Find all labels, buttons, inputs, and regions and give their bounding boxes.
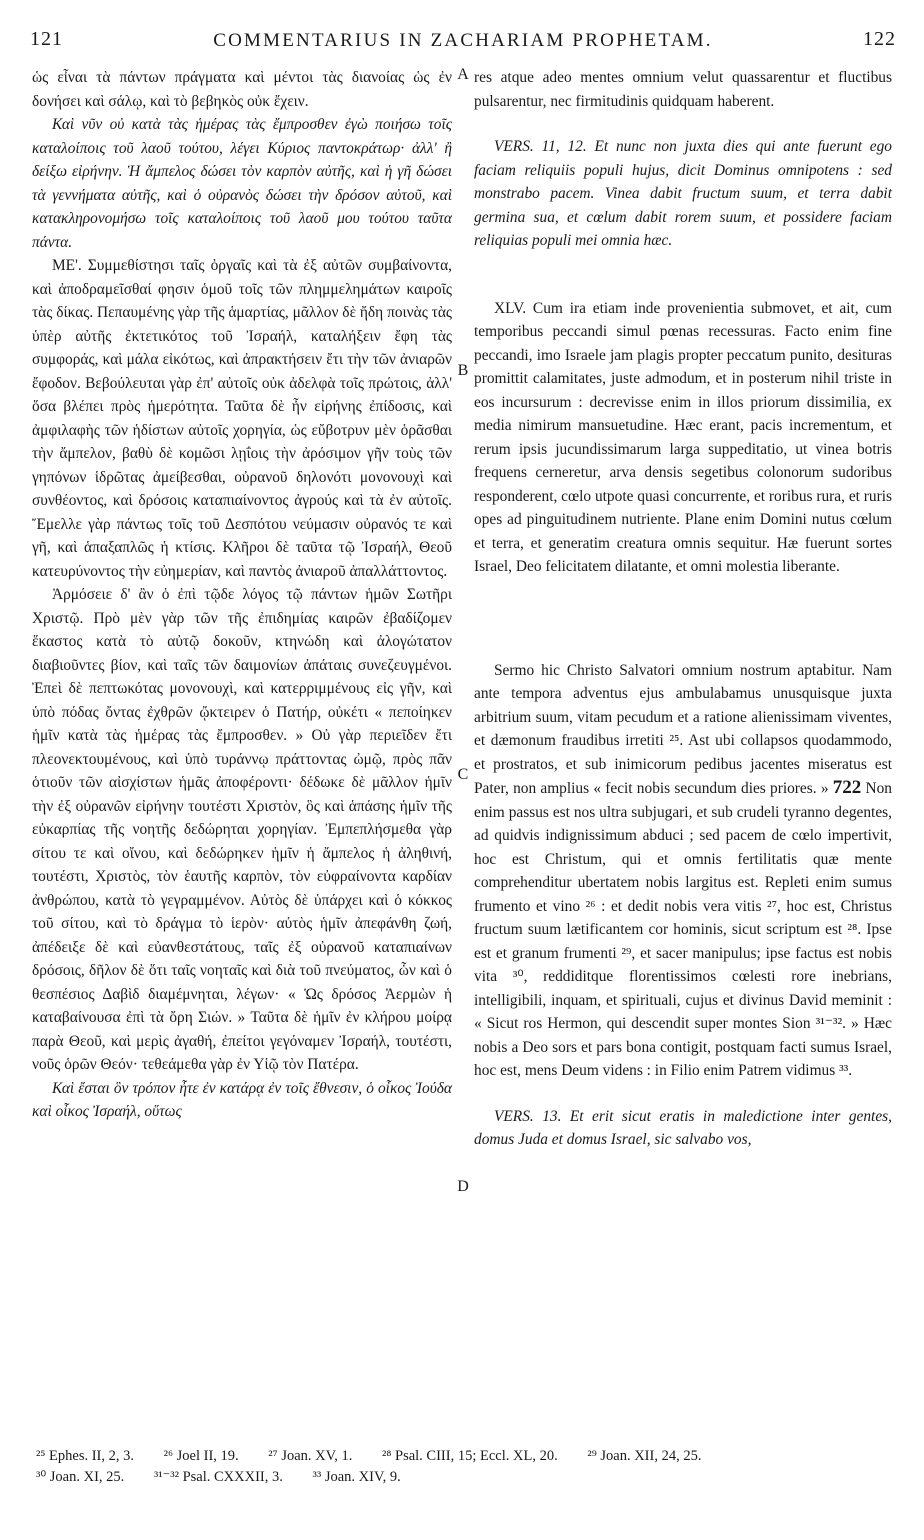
latin-verse-13: VERS. 13. Et erit sicut eratis in maledictione inter gentes, domus Juda et domus Israel, sic salvabo vos,	[474, 1107, 892, 1148]
running-title: COMMENTARIUS IN ZACHARIAM PROPHETAM.	[213, 30, 713, 51]
footnote-27: ²⁷ Joan. XV, 1.	[268, 1448, 353, 1464]
running-header	[30, 28, 896, 58]
margin-marker-c: C	[457, 766, 469, 783]
latin-paragraph-1: res atque adeo mentes omnium velut quassarentur et fluctibus pulsarentur, nec firmitudinis quidquam haberent.	[474, 69, 892, 110]
greek-paragraph-4: Ἁρμόσειε δ' ἂν ὁ ἐπὶ τῷδε λόγος τῷ πάντων ἡμῶν Σωτῆρι Χριστῷ. Πρὸ μὲν γὰρ τῶν τῆς ἐπιδημίας καιρῶν ἐβαδίζομεν ἕκαστος κατὰ τὸ αὐτῷ δοκοῦν, κτηνώδη καὶ ἀλογώτατον διαβιοῦντες βίον, καὶ ταῖς τῶν δαιμονίων ἀπάταις συνεζευγμένοι. Ἐπεὶ δὲ πεπτωκότας μονονουχὶ, καὶ κατερριμμένους εἰς γῆν, καὶ ὑπὸ πόδας ὄντας ἐχθρῶν ᾤκτειρεν ὁ Πατήρ, οὐκέτι « πεποίηκεν ἡμῖν κατὰ τὰς ἡμέρας τὰς ἔμπροσθεν. » Οὐ γὰρ περιεῖδεν ἔτι πλεονεκτουμένους, καὶ ὑπὸ τυράννῳ πράττοντας ὠμῷ, πρὸς πᾶν ὁτιοῦν τῶν αἰσχίστων ἡμᾶς ἀποφέροντι· δέδωκε δὲ μᾶλλον ἡμῖν τὴν ἐξ οὐρανῶν εἰρήνην τουτέστι Χριστὸν, ὃς καὶ ἁπάσης ἡμῖν τῆς εὐκαρπίας τῆς νοητῆς δεδώρηται χορηγίαν. Ἐμπεπλήσμεθα γὰρ σίτου τε καὶ οἴνου, καὶ δεδώρηκεν ἡμῖν ἡ ἄμπελος ἡ ἀληθινή, τουτέστι, Χριστὸς, τὸν ἑαυτῆς καρπὸν, τὸν εὐφραίνοντα καρδίαν ἀνθρώπου, κατὰ τὸ γεγραμμένον. Αὐτὸς δὲ ὑπάρχει καὶ ὁ κόκκος τοῦ σίτου, καὶ τὸ δράγμα τὸ ἱερὸν· αὐτὸς ἡμῖν ἀπεφάνθη ζωή, ἀπέδειξε δὲ καὶ εὐανθεστάτους, ταῖς ἐξ οὐρανοῦ καταπιαίνων δρόσοις, δῆλον δὲ ὅτι ταῖς νοηταῖς καὶ διὰ τοῦ πνεύματος, ὧν καὶ ὁ θεσπέσιος Δαβὶδ διαμέμνηται, λέγων· « Ὡς δρόσος Ἀερμὼν ἡ καταβαίνουσα ἐπὶ τὰ ὄρη Σιών. » Ταῦτα δὲ ἡμῖν ἐν κλήρου μοίρᾳ παρὰ Θεοῦ, καὶ μερὶς ἀγαθή, ἐπείτοι γεγόναμεν Ἰσραήλ, τουτέστι, νοῦς ὁρῶν Θεόν· τεθεάμεθα γὰρ ἐν Υἱῷ τὸν Πατέρα.	[32, 586, 452, 1073]
margin-marker-a: A	[457, 66, 469, 83]
greek-verse-11-12: Καὶ νῦν οὐ κατὰ τὰς ἡμέρας τὰς ἔμπροσθεν ἐγὼ ποιήσω τοῖς καταλοίποις τοῦ λαοῦ τούτου, λέγει Κύριος παντοκράτωρ· ἀλλ' ἢ δείξω εἰρήνην. Ἡ ἄμπελος δώσει τὸν καρπὸν αὐτῆς, καὶ ἡ γῆ δώσει τὰ γεννήματα αὐτῆς, καὶ ὁ οὐρανὸς δώσει τὴν δρόσον αὐτοῦ, καὶ κατακληρονομήσω τοῖς καταλοίποις τοῦ λαοῦ μου τούτου ταῦτα πάντα.	[32, 116, 452, 251]
footnote-29: ²⁹ Joan. XII, 24, 25.	[587, 1448, 702, 1464]
page-number-left: 121	[30, 28, 63, 50]
footnotes	[36, 1446, 900, 1488]
latin-paragraph-3: XLV. Cum ira etiam inde provenientia submovet, et ait, cum temporibus peccandi simul pœnas recessuras. Facto enim fine peccandi, imo Israele jam plagis propter peccatum punito, desituras promittit calamitates, juste admodum, et in posterum nihil triste in eos incursurum : decrevisse enim in illos priorum dissimilia, ex media nimirum mansuetudine. Hæc erant, pacis incrementum, et rerum ipsis jucundissimarum larga suppeditatio, ut vinea botris frequens cerneretur, arva densis segetibus colonorum sudoribus responderent, cœlo utpote quasi concurrente, et roribus rura, et ruris opes ad pinguitudinem nutriente. Plane enim Domini nutus cœlum et terra, et generatim creatura omnis sequitur. Hæ fuerunt sortes Israel, Deo felicitatem dilatante, et omni molestia liberante.	[474, 299, 892, 575]
footnote-33: ³³ Joan. XIV, 9.	[312, 1469, 401, 1485]
greek-paragraph-1: ὡς εἶναι τὰ πάντων πράγματα καὶ μέντοι τὰς διανοίας ὡς ἐν δονήσει καὶ σάλῳ, καὶ τὸ βεβηκὸς οὐκ ἔχειν.	[32, 69, 452, 110]
greek-paragraph-3: ΜΕ'. Συμμεθίστησι ταῖς ὀργαῖς καὶ τὰ ἐξ αὐτῶν συμβαίνοντα, καὶ ἀποδραμεῖσθαί φησιν ὁμοῦ τοῖς τῶν πλημμελημάτων καιροῖς τὰς δίκας. Πεπαυμένης γὰρ τῆς ἁμαρτίας, μᾶλλον δὲ ἤδη ποινὰς τὰς ὑπὲρ αὐτῆς ἐκτετικότος τοῦ Ἰσραήλ, καταλήξειν ἔφη τὰς συμφοράς, καὶ μάλα εἰκότως, καὶ ἀπρακτήσειν ἔτι τὴν τῶν ἀνιαρῶν ἔφοδον. Βεβούλευται γὰρ ἐπ' αὐτοῖς οὐκ ἀδελφὰ τοῖς πρώτοις, ἀλλ' ὅσα βλέπει πρὸς ἡμερότητα. Ταῦτα δὲ ἦν εἰρήνης ἐπίδοσις, καὶ ἀμφιλαφὴς τῶν ἡδίστων αὐτοῖς χορηγία, ὡς εὔβοτρυν μὲν ὁρᾶσθαι τὴν ἄμπελον, βαθὺ δὲ κομῶσι λῃΐοις τὴν ἀρόσιμον γῆν τοὺς τῶν γηπόνων ἱδρῶτας ἀμείβεσθαι, οὐρανοῦ δηλονότι μονονουχὶ καὶ συνθέοντος, καὶ δρόσοις καταπιαίνοντος ἀγρούς καὶ τὰ ἐν αὐτοῖς. Ἔμελλε γὰρ πάντως τοῖς τοῦ Δεσπότου νεύμασιν οὐρανός τε καὶ γῆ, καὶ ἁπαξαπλῶς ἡ κτίσις. Κλῆροι δὲ ταῦτα τῷ Ἰσραήλ, Θεοῦ κατευρύνοντος τὴν εὐημερίαν, καὶ παντὸς ἀνιαροῦ ἀπαλλάττοντος.	[32, 257, 452, 580]
footnote-28: ²⁸ Psal. CIII, 15; Eccl. XL, 20.	[381, 1448, 558, 1464]
latin-paragraph-4-part-b: Non enim passus est nos ultra subjugari, et sub crudeli tyranno degentes, ad quidvis indignissimum abduci ; sed pacem de cœlo impertivit, hoc est Christum, qui et omnis fertilitatis quæ mente comprehenditur ubertatem nobis largitus est. Repleti enim sumus frumento et vino ²⁶ : et dedit nobis vera vitis ²⁷, hoc est, Christus fructum suum lætificantem cor hominis, sicut scriptum est ²⁸. Ipse est et granum frumenti ²⁹, et sacer manipulus; ipse factus est nobis vita ³⁰, reddiditque florentissimos cœlesti rore inebrians, intelligibili, inquam, et spirituali, cujus et divinus David meminit : « Sicut ros Hermon, qui descendit super montes Sion ³¹⁻³². » Hæc nobis a Deo sors et pars bona contigit, postquam facti sumus Israel, hoc est, mens Deum videns : in Filio enim Patrem vidimus ³³.	[474, 780, 892, 1079]
column-number: 722	[832, 777, 862, 798]
footnote-line-1	[36, 1446, 900, 1467]
footnote-line-2	[36, 1467, 900, 1488]
greek-verse-13: Καὶ ἔσται ὃν τρόπον ἦτε ἐν κατάρᾳ ἐν τοῖς ἔθνεσιν, ὁ οἶκος Ἰούδα καὶ οἶκος Ἰσραήλ, οὕτως	[32, 1079, 452, 1120]
footnote-25: ²⁵ Ephes. II, 2, 3.	[36, 1448, 134, 1464]
page-number-right: 122	[863, 28, 896, 50]
greek-column	[32, 66, 452, 1124]
margin-marker-d: D	[457, 1178, 469, 1195]
latin-paragraph-4-part-a: Sermo hic Christo Salvatori omnium nostrum aptabitur. Nam ante tempora adventus ejus ambulabamus unusquisque juxta arbitrium suum, vitam pecudum et a ratione alienissimam viventes, et dæmonum fraudibus irretiti ²⁵. Ast ubi collapsos quodammodo, et prostratos, et sub inimicorum pedibus jacentes miseratus est Pater, non amplius « fecit nobis secundum dies priores. »	[474, 661, 892, 797]
latin-verse-11-12: VERS. 11, 12. Et nunc non juxta dies qui ante fuerunt ego faciam reliquiis populi hujus, dicit Dominus omnipotens : sed monstrabo pacem. Vinea dabit fructum suum, et terra dabit germina sua, et cœlum dabit rorem suum, et possidere faciam reliquias populi mei omnia hæc.	[474, 138, 892, 249]
margin-marker-b: B	[457, 362, 469, 379]
latin-column	[474, 66, 892, 1152]
latin-paragraph-4	[474, 659, 892, 1083]
footnote-31-32: ³¹⁻³² Psal. CXXXII, 3.	[153, 1469, 283, 1485]
footnote-26: ²⁶ Joel II, 19.	[163, 1448, 239, 1464]
footnote-30: ³⁰ Joan. XI, 25.	[36, 1469, 125, 1485]
